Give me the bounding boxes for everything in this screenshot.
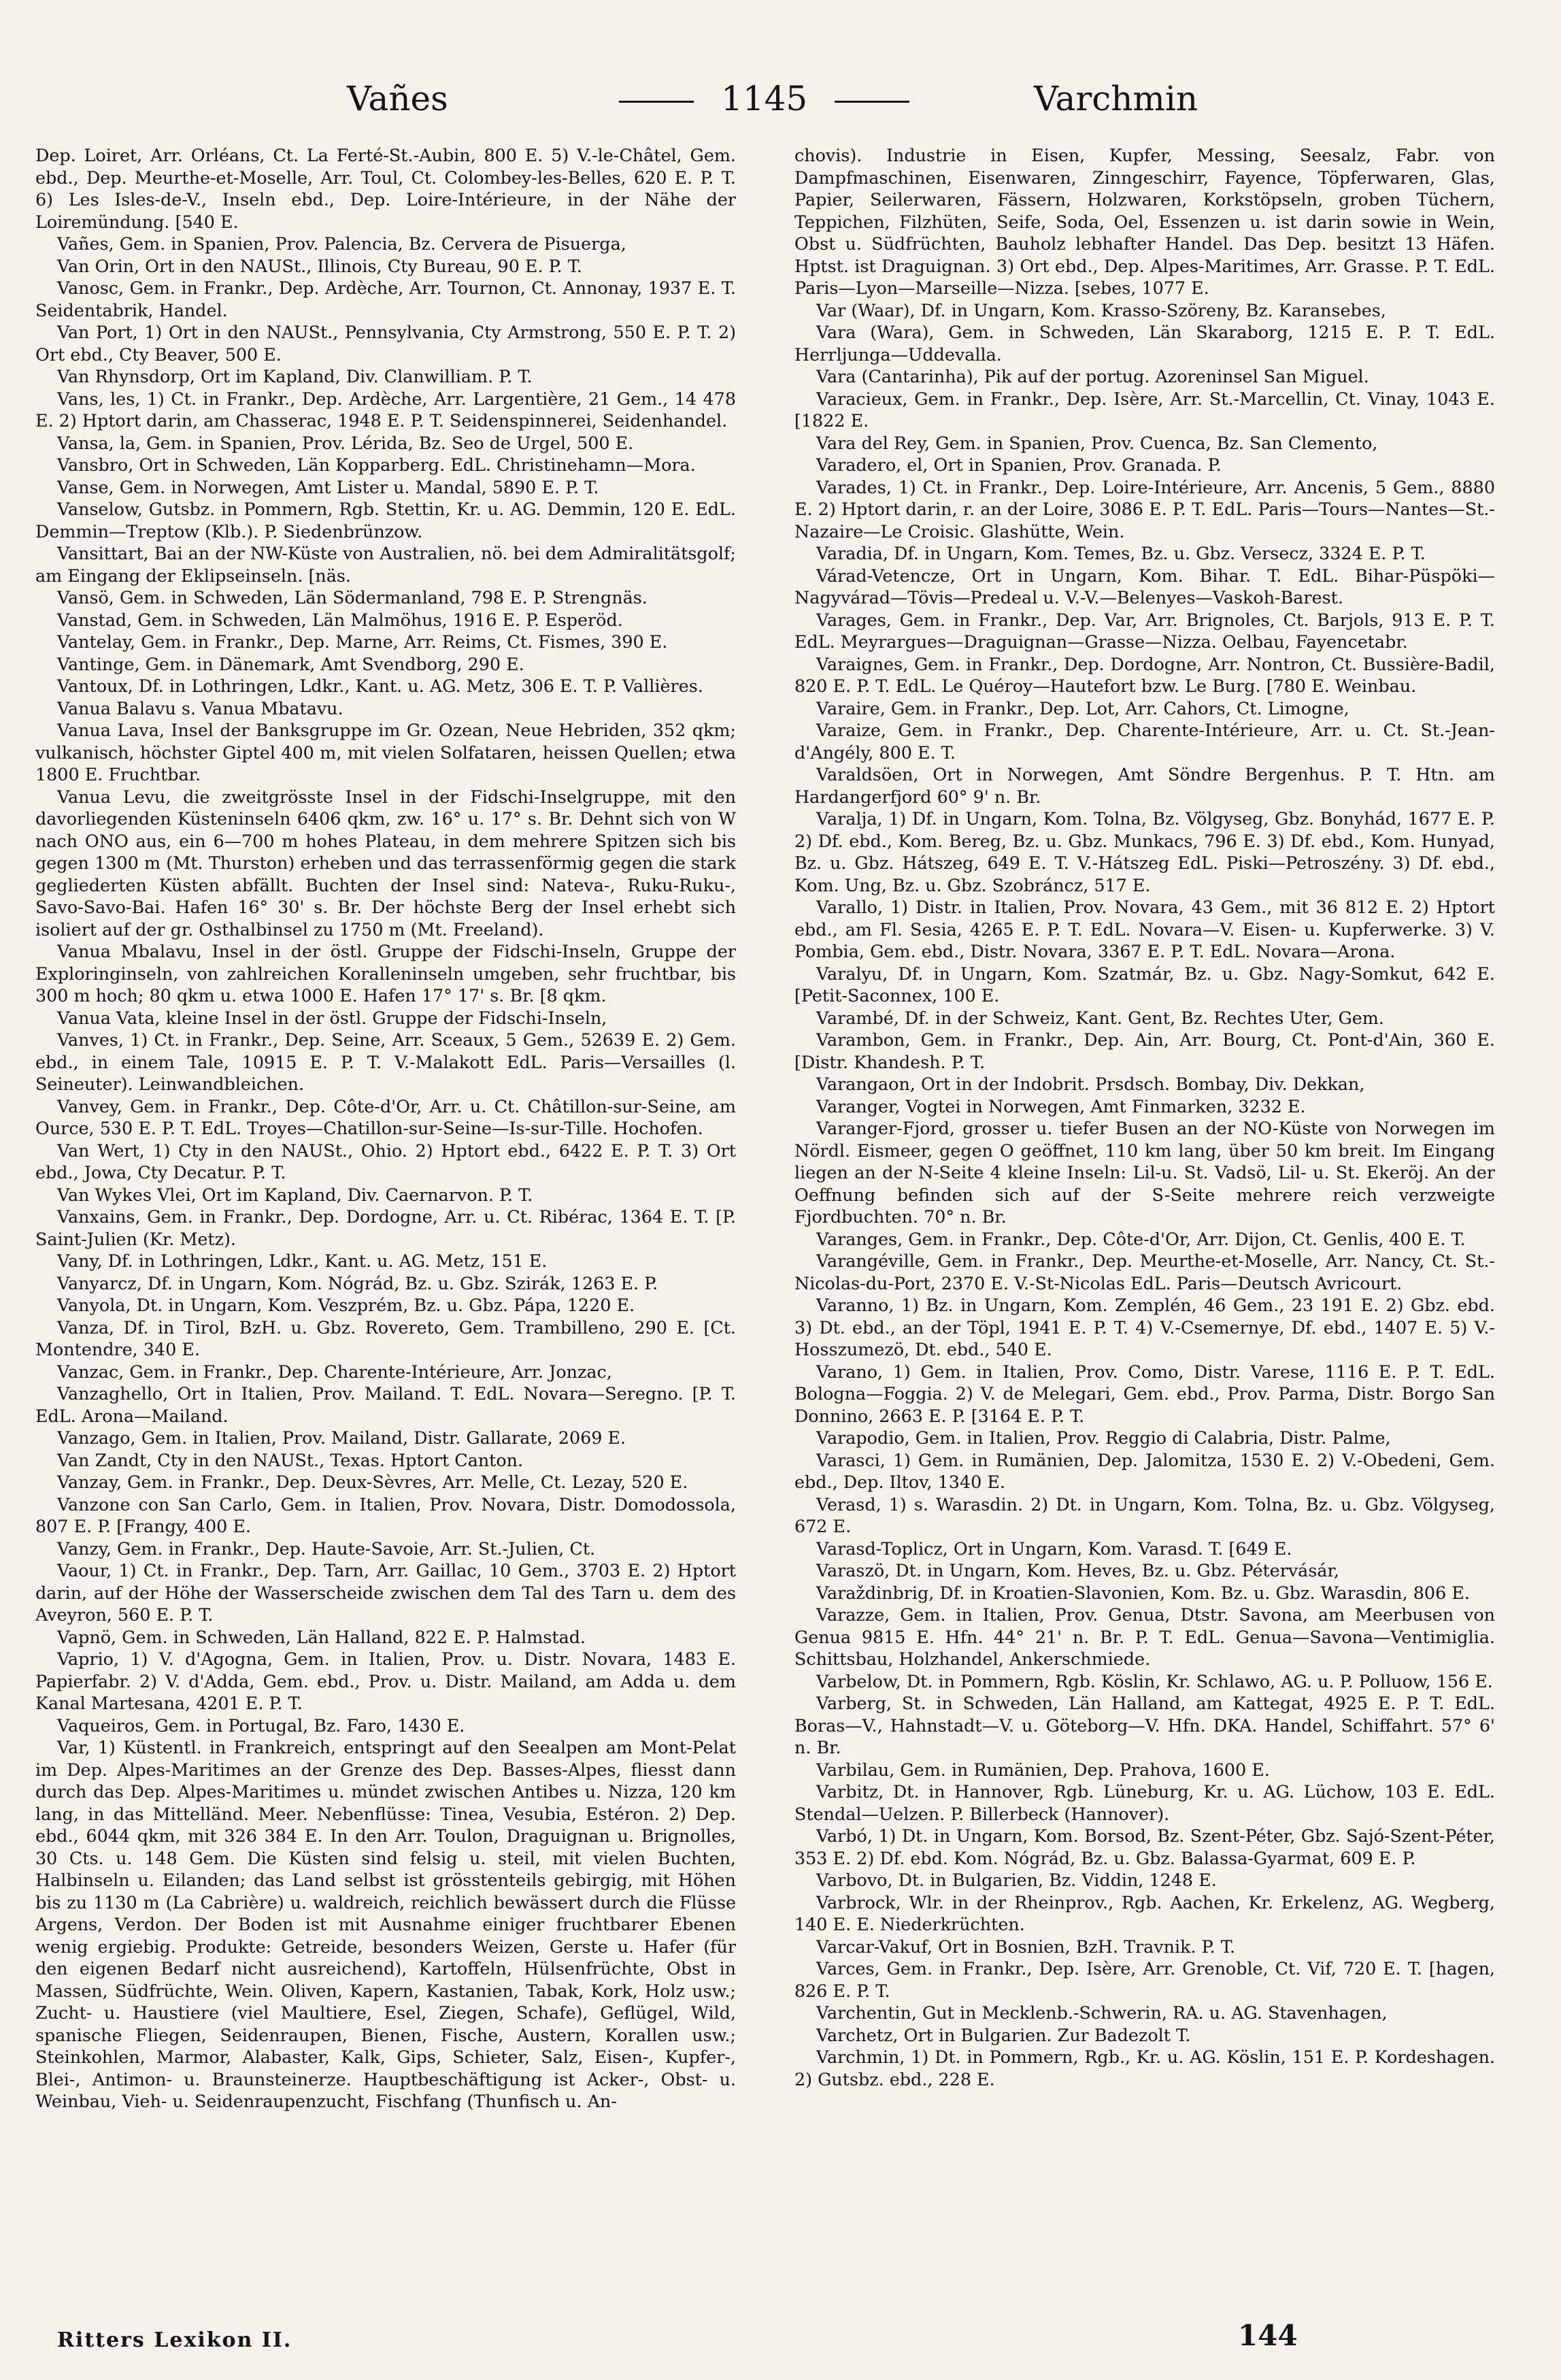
left-column [35, 144, 736, 2308]
dictionary-entry: Vanyarcz, Df. in Ungarn, Kom. Nógrád, Bz. u. Gbz. Szirák, 1263 E. P. [57, 1272, 658, 1293]
dictionary-entry: Varces, Gem. in Frankr., Dep. Isère, Arr. Grenoble, Ct. Vif, 720 E. T. [hagen, 826 E. P. T. [794, 1958, 1495, 2001]
dictionary-entry: Varchmin, 1) Dt. in Pommern, Rgb., Kr. u. AG. Köslin, 151 E. P. Kordeshagen. 2) Gutsbz. ebd., 228 E. [794, 2047, 1495, 2089]
dictionary-entry: Varacieux, Gem. in Frankr., Dep. Isère, Arr. St.-Marcellin, Ct. Vinay, 1043 E. [1822 E. [794, 388, 1495, 431]
dictionary-entry: Vaour, 1) Ct. in Frankr., Dep. Tarn, Arr. Gaillac, 10 Gem., 3703 E. 2) Hptort darin, auf der Höhe der Wasserscheide zwischen dem Tal des Tarn u. dem des Aveyron, 560 E. P. T. [35, 1560, 736, 1625]
dictionary-entry: Verasd, 1) s. Warasdin. 2) Dt. in Ungarn, Kom. Tolna, Bz. u. Gbz. Völgyseg, 672 E. [794, 1493, 1495, 1536]
dictionary-entry: Vanua Vata, kleine Insel in der östl. Gruppe der Fidschi-Inseln, [57, 1007, 607, 1028]
dictionary-entry: Varberg, St. in Schweden, Län Halland, am Kattegat, 4925 E. P. T. EdL. Boras—V., Hahnstadt—V. u. Göteborg—V. Hfn. DKA. Handel, Schiffahrt. 57° 6' n. Br. [794, 1693, 1495, 1757]
dictionary-entry: Vara (Cantarinha), Pik auf der portug. Azoreninsel San Miguel. [816, 366, 1369, 386]
dictionary-entry: Vans, les, 1) Ct. in Frankr., Dep. Ardèche, Arr. Largentière, 21 Gem., 14 478 E. 2) Hptort darin, am Chasserac, 1948 E. P. T. Seidenspinnerei, Seidenhandel. [35, 388, 736, 431]
dictionary-entry: Vanselow, Gutsbz. in Pommern, Rgb. Stettin, Kr. u. AG. Demmin, 120 E. EdL. Demmin—Treptow (Klb.). P. Siedenbrünzow. [35, 499, 736, 542]
dictionary-entry: Vara (Wara), Gem. in Schweden, Län Skaraborg, 1215 E. P. T. EdL. Herrljunga—Uddevalla. [794, 322, 1495, 365]
dictionary-entry: Vanua Lava, Insel der Banksgruppe im Gr. Ozean, Neue Hebriden, 352 qkm; vulkanisch, höchster Giptel 400 m, mit vielen Solfataren, heissen Quellen; etwa 1800 E. Fruchtbar. [35, 720, 736, 784]
dictionary-entry: Vanua Mbalavu, Insel in der östl. Gruppe der Fidschi-Inseln, Gruppe der Exploringinseln, von zahlreichen Koralleninseln umgeben, sehr fruchtbar, bis 300 m hoch; 80 qkm u. etwa 1000 E. Hafen 17° 17' s. Br. [8 qkm. [35, 941, 736, 1006]
dictionary-entry: Vanzac, Gem. in Frankr., Dep. Charente-Intérieure, Arr. Jonzac, [57, 1361, 612, 1382]
dictionary-entry: Vanzaghello, Ort in Italien, Prov. Mailand. T. EdL. Novara—Seregno. [P. T. EdL. Arona—Mailand. [35, 1383, 736, 1426]
dictionary-entry: Varaignes, Gem. in Frankr., Dep. Dordogne, Arr. Nontron, Ct. Bussière-Badil, 820 E. P. T. EdL. Le Quéroy—Hautefort bzw. Le Burg. [780 E. Weinbau. [794, 653, 1495, 696]
dictionary-entry: Varalyu, Df. in Ungarn, Kom. Szatmár, Bz. u. Gbz. Nagy-Somkut, 642 E. [Petit-Saconnex, 100 E. [794, 963, 1495, 1006]
dictionary-entry: Varanno, 1) Bz. in Ungarn, Kom. Zemplén, 46 Gem., 23 191 E. 2) Gbz. ebd. 3) Dt. ebd., an der Töpl, 1941 E. P. T. 4) V.-Csemernye, Df. ebd., 1407 E. 5) V.-Hosszumezö, Dt. ebd., 540 E. [794, 1295, 1495, 1359]
dictionary-entry: Vanzay, Gem. in Frankr., Dep. Deux-Sèvres, Arr. Melle, Ct. Lezay, 520 E. [57, 1472, 688, 1492]
dictionary-entry: Van Wykes Vlei, Ort im Kapland, Div. Caernarvon. P. T. [57, 1184, 533, 1205]
dictionary-entry: Vanua Levu, die zweitgrösste Insel in der Fidschi-Inselgruppe, mit den davorliegenden Küsteninseln 6406 qkm, zw. 16° u. 17° s. Br. Dehnt sich von W nach ONO aus, ein 6—700 m hohes Plateau, in dem mehrere Spitzen sich bis gegen 1300 m (Mt. Thurston) erheben und das terrassenförmig gegen die stark gegliederten Küsten abfällt. Buchten der Insel sind: Nateva-, Ruku-Ruku-, Savo-Savo-Bai. Hafen 16° 30' s. Br. Der höchste Berg der Insel erhebt sich isoliert auf der gr. Osthalbinsel zu 1750 m (Mt. Freeland). [35, 786, 736, 940]
dictionary-entry: Van Zandt, Cty in den NAUSt., Texas. Hptort Canton. [57, 1449, 524, 1470]
dictionary-entry: Van Wert, 1) Cty in den NAUSt., Ohio. 2) Hptort ebd., 6422 E. P. T. 3) Ort ebd., Jowa, Cty Decatur. P. T. [35, 1140, 736, 1183]
dictionary-entry: Varanges, Gem. in Frankr., Dep. Côte-d'Or, Arr. Dijon, Ct. Genlis, 400 E. T. [816, 1228, 1466, 1249]
dictionary-entry: Varazze, Gem. in Italien, Prov. Genua, Dtstr. Savona, am Meerbusen von Genua 9815 E. Hfn. 44° 21' n. Br. P. T. EdL. Genua—Savona—Ventimiglia. Schittsbau, Holzhandel, Ankerschmiede. [794, 1604, 1495, 1669]
dictionary-entry: Vansbro, Ort in Schweden, Län Kopparberg. EdL. Christinehamn—Mora. [57, 454, 696, 475]
dictionary-entry: Vaprio, 1) V. d'Agogna, Gem. in Italien, Prov. u. Distr. Novara, 1483 E. Papierfabr. 2) V. d'Adda, Gem. ebd., Prov. u. Distr. Mailand, am Adda u. dem Kanal Martesana, 4201 E. P. T. [35, 1649, 736, 1713]
dictionary-entry: Varcar-Vakuf, Ort in Bosnien, BzH. Travnik. P. T. [816, 1936, 1235, 1957]
dictionary-entry: Varaize, Gem. in Frankr., Dep. Charente-Intérieure, Arr. u. Ct. St.-Jean-d'Angély, 800 E. T. [794, 720, 1495, 763]
dictionary-entry: Varbó, 1) Dt. in Ungarn, Kom. Borsod, Bz. Szent-Péter, Gbz. Sajó-Szent-Péter, 353 E. 2) Df. ebd. Kom. Nógrád, Bz. u. Gbz. Balassa-Gyarmat, 609 E. P. [794, 1825, 1495, 1868]
dictionary-entry: Vanua Balavu s. Vanua Mbatavu. [57, 697, 343, 718]
dictionary-entry: Vanxains, Gem. in Frankr., Dep. Dordogne, Arr. u. Ct. Ribérac, 1364 E. T. [P. Saint-Julien (Kr. Metz). [35, 1206, 736, 1249]
dictionary-entry: Vanvey, Gem. in Frankr., Dep. Côte-d'Or, Arr. u. Ct. Châtillon-sur-Seine, am Ource, 530 E. P. T. EdL. Troyes—Chatillon-sur-Seine—Is-sur-Tille. Hochofen. [35, 1095, 736, 1138]
dictionary-entry: Vapnö, Gem. in Schweden, Län Halland, 822 E. P. Halmstad. [57, 1626, 586, 1647]
dictionary-entry: Varanger-Fjord, grosser u. tiefer Busen an der NO-Küste von Norwegen im Nördl. Eismeer, gegen O geöffnet, 110 km lang, über 50 km breit. Im Eingang liegen an der N-Seite 4 kleine Inseln: Lil-u. St. Vadsö, Lil- u. St. Ekeröj. An der Oeffnung befinden sich auf der S-Seite mehrere reich verzweigte Fjordbuchten. 70° n. Br. [794, 1118, 1495, 1227]
dictionary-entry: Vantoux, Df. in Lothringen, Ldkr., Kant. u. AG. Metz, 306 E. T. P. Vallières. [57, 676, 703, 696]
dictionary-entry: Vantinge, Gem. in Dänemark, Amt Svendborg, 290 E. [57, 653, 524, 674]
dictionary-entry: Vanzy, Gem. in Frankr., Dep. Haute-Savoie, Arr. St.-Julien, Ct. [57, 1538, 596, 1559]
dictionary-entry: Vansittart, Bai an der NW-Küste von Australien, nö. bei dem Admiralitätsgolf; am Eingang der Eklipseinseln. [näs. [35, 543, 736, 586]
dictionary-entry: Várad-Vetencze, Ort in Ungarn, Kom. Bihar. T. EdL. Bihar-Püspöki—Nagyvárad—Tövis—Predeal u. V.-V.—Belenyes—Vaskoh-Barest. [794, 565, 1495, 608]
signature-mark: 144 [1238, 2319, 1298, 2352]
dictionary-entry: Varchetz, Ort in Bulgarien. Zur Badezolt T. [816, 2024, 1191, 2045]
dictionary-entry: Vañes, Gem. in Spanien, Prov. Palencia, Bz. Cervera de Pisuerga, [57, 233, 626, 254]
footer-publisher: Ritters Lexikon II. [57, 2328, 292, 2352]
dictionary-entry: Vanzago, Gem. in Italien, Prov. Mailand, Distr. Gallarate, 2069 E. [57, 1427, 626, 1448]
dictionary-entry: Vansö, Gem. in Schweden, Län Södermanland, 798 E. P. Strengnäs. [57, 587, 648, 608]
dictionary-entry: Van Port, 1) Ort in den NAUSt., Pennsylvania, Cty Armstrong, 550 E. P. T. 2) Ort ebd., Cty Beaver, 500 E. [35, 322, 736, 365]
dictionary-entry: Vanzone con San Carlo, Gem. in Italien, Prov. Novara, Distr. Domodossola, 807 E. P. [Frangy, 400 E. [35, 1493, 736, 1536]
dictionary-entry: Varalja, 1) Df. in Ungarn, Kom. Tolna, Bz. Völgyseg, Gbz. Bonyhád, 1677 E. P. 2) Df. ebd., Kom. Bereg, Bz. u. Gbz. Munkacs, 796 E. 3) Df. ebd., Kom. Hunyad, Bz. u. Gbz. Hátszeg, 649 E. T. V.-Hátszeg EdL. Piski—Petroszény. 3) Df. ebd., Kom. Ung, Bz. u. Gbz. Szobráncz, 517 E. [794, 808, 1495, 895]
dictionary-entry: Varapodio, Gem. in Italien, Prov. Reggio di Calabria, Distr. Palme, [816, 1427, 1391, 1448]
page-number: 1145 [721, 68, 807, 129]
dictionary-entry: Varchentin, Gut in Mecklenb.-Schwerin, RA. u. AG. Stavenhagen, [816, 2002, 1388, 2023]
dictionary-entry: Varasci, 1) Gem. in Rumänien, Dep. Jalomitza, 1530 E. 2) V.-Obedeni, Gem. ebd., Dep. Iltov, 1340 E. [794, 1449, 1495, 1492]
dictionary-entry: Varaire, Gem. in Frankr., Dep. Lot, Arr. Cahors, Ct. Limogne, [816, 697, 1349, 718]
dictionary-entry: Varangaon, Ort in der Indobrit. Prsdsch. Bombay, Div. Dekkan, [816, 1074, 1365, 1094]
dictionary-entry: Vaqueiros, Gem. in Portugal, Bz. Faro, 1430 E. [57, 1715, 465, 1736]
right-column [794, 144, 1495, 2308]
dictionary-entry: Varbitz, Dt. in Hannover, Rgb. Lüneburg, Kr. u. AG. Lüchow, 103 E. EdL. Stendal—Uelzen. P. Billerbeck (Hannover). [794, 1781, 1495, 1824]
dictionary-entry: Var (Waar), Df. in Ungarn, Kom. Krasso-Szöreny, Bz. Karansebes, [816, 299, 1386, 320]
dictionary-entry: Varaždinbrig, Df. in Kroatien-Slavonien, Kom. Bz. u. Gbz. Warasdin, 806 E. [816, 1582, 1470, 1603]
running-head [320, 68, 1272, 129]
dictionary-entry: Vantelay, Gem. in Frankr., Dep. Marne, Arr. Reims, Ct. Fismes, 390 E. [57, 631, 668, 652]
dictionary-entry: Varallo, 1) Distr. in Italien, Prov. Novara, 43 Gem., mit 36 812 E. 2) Hptort ebd., am Fl. Sesia, 4265 E. P. T. EdL. Novara—V. Eisen- u. Kupferwerke. 3) V. Pombia, Gem. ebd., Distr. Novara, 3367 E. P. T. EdL. Novara—Arona. [794, 897, 1495, 961]
dictionary-entry: Varano, 1) Gem. in Italien, Prov. Como, Distr. Varese, 1116 E. P. T. EdL. Bologna—Foggia. 2) V. de Melegari, Gem. ebd., Prov. Parma, Distr. Borgo San Donnino, 2663 E. P. [3164 E. P. T. [794, 1361, 1495, 1426]
dictionary-entry: Varambon, Gem. in Frankr., Dep. Ain, Arr. Bourg, Ct. Pont-d'Ain, 360 E. [Distr. Khandesh. P. T. [794, 1029, 1495, 1072]
dictionary-entry: Varadero, el, Ort in Spanien, Prov. Granada. P. [816, 454, 1222, 475]
dictionary-entry: Vara del Rey, Gem. in Spanien, Prov. Cuenca, Bz. San Clemento, [816, 432, 1378, 453]
dictionary-entry: Varaszö, Dt. in Ungarn, Kom. Heves, Bz. u. Gbz. Pétervásár, [816, 1560, 1339, 1581]
dictionary-entry: Vanosc, Gem. in Frankr., Dep. Ardèche, Arr. Tournon, Ct. Annonay, 1937 E. T. Seidentabrik, Handel. [35, 278, 736, 320]
dictionary-entry: Vany, Df. in Lothringen, Ldkr., Kant. u. AG. Metz, 151 E. [57, 1251, 548, 1271]
dictionary-entry: Varangéville, Gem. in Frankr., Dep. Meurthe-et-Moselle, Arr. Nancy, Ct. St.-Nicolas-du-Port, 2370 E. V.-St-Nicolas EdL. Paris—Deutsch Avricourt. [794, 1251, 1495, 1293]
first-headword: Vañes [347, 79, 448, 118]
dictionary-entry: Varades, 1) Ct. in Frankr., Dep. Loire-Intérieure, Arr. Ancenis, 5 Gem., 8880 E. 2) Hptort darin, r. an der Loire, 3086 E. P. T. EdL. Paris—Tours—Nantes—St.-Nazaire—Le Croisic. Glashütte, Wein. [794, 476, 1495, 542]
dictionary-entry: Varadia, Df. in Ungarn, Kom. Temes, Bz. u. Gbz. Versecz, 3324 E. P. T. [816, 543, 1426, 563]
dictionary-entry: Dep. Loiret, Arr. Orléans, Ct. La Ferté-St.-Aubin, 800 E. 5) V.-le-Châtel, Gem. ebd., Dep. Meurthe-et-Moselle, Arr. Toul, Ct. Colombey-les-Belles, 620 E. P. T. 6) Les Isles-de-V., Inseln ebd., Dep. Loire-Intérieure, in der Nähe der Loiremündung. [540 E. [35, 145, 736, 232]
dictionary-entry: Vanse, Gem. in Norwegen, Amt Lister u. Mandal, 5890 E. P. T. [57, 476, 599, 497]
dictionary-entry: Varbrock, Wlr. in der Rheinprov., Rgb. Aachen, Kr. Erkelenz, AG. Wegberg, 140 E. E. Niederkrüchten. [794, 1891, 1495, 1934]
dictionary-entry: Vansa, la, Gem. in Spanien, Prov. Lérida, Bz. Seo de Urgel, 500 E. [57, 432, 634, 453]
dictionary-entry: Varbilau, Gem. in Rumänien, Dep. Prahova, 1600 E. [816, 1759, 1270, 1780]
dictionary-entry: Van Orin, Ort in den NAUSt., Illinois, Cty Bureau, 90 E. P. T. [57, 255, 582, 276]
dictionary-entry: Varanger, Vogtei in Norwegen, Amt Finmarken, 3232 E. [816, 1095, 1306, 1117]
dictionary-entry: chovis). Industrie in Eisen, Kupfer, Messing, Seesalz, Fabr. von Dampfmaschinen, Eisenwaren, Zinngeschirr, Fayence, Töpferwaren, Glas, Papier, Seilerwaren, Fässern, Holzwaren, Korkstöpseln, groben Tüchern, Teppichen, Filzhüten, Seife, Soda, Oel, Essenzen u. ist darin sowie in Wein, Obst u. Südfrüchten, Bauholz lebhafter Handel. Das Dep. besitzt 13 Häfen. Hptst. ist Draguignan. 3) Ort ebd., Dep. Alpes-Maritimes, Arr. Grasse. P. T. EdL. Paris—Lyon—Marseille—Nizza. [sebes, 1077 E. [794, 145, 1495, 298]
dictionary-entry: Vanves, 1) Ct. in Frankr., Dep. Seine, Arr. Sceaux, 5 Gem., 52639 E. 2) Gem. ebd., in einem Tale, 10915 E. P. T. V.-Malakott EdL. Paris—Versailles (l. Seineuter). Leinwandbleichen. [35, 1029, 736, 1094]
dictionary-entry: Varages, Gem. in Frankr., Dep. Var, Arr. Brignoles, Ct. Barjols, 913 E. P. T. EdL. Meyrargues—Draguignan—Grasse—Nizza. Oelbau, Fayencetabr. [794, 609, 1495, 652]
dictionary-entry: Varambé, Df. in der Schweiz, Kant. Gent, Bz. Rechtes Uter, Gem. [816, 1007, 1384, 1028]
dictionary-entry: Vanstad, Gem. in Schweden, Län Malmöhus, 1916 E. P. Esperöd. [57, 609, 623, 630]
dictionary-entry: Varbovo, Dt. in Bulgarien, Bz. Viddin, 1248 E. [816, 1870, 1217, 1890]
dictionary-entry: Van Rhynsdorp, Ort im Kapland, Div. Clanwilliam. P. T. [57, 366, 533, 386]
dictionary-entry: Vanyola, Dt. in Ungarn, Kom. Veszprém, Bz. u. Gbz. Pápa, 1220 E. [57, 1295, 635, 1315]
dictionary-entry: Varasd-Toplicz, Ort in Ungarn, Kom. Varasd. T. [649 E. [816, 1538, 1292, 1559]
dictionary-entry: Vanza, Df. in Tirol, BzH. u. Gbz. Rovereto, Gem. Trambilleno, 290 E. [Ct. Montendre, 340 E. [35, 1317, 736, 1359]
dictionary-entry: Varaldsöen, Ort in Norwegen, Amt Söndre Bergenhus. P. T. Htn. am Hardangerfjord 60° 9' n. Br. [794, 764, 1495, 807]
last-headword: Varchmin [1034, 79, 1198, 118]
dictionary-entry: Var, 1) Küstentl. in Frankreich, entspringt auf den Seealpen am Mont-Pelat im Dep. Alpes-Maritimes an der Grenze des Dep. Basses-Alpes, fliesst dann durch das Dep. Alpes-Maritimes u. mündet zwischen Antibes u. Nizza, 120 km lang, in das Mittelländ. Meer. Nebenflüsse: Tinea, Vesubia, Estéron. 2) Dep. ebd., 6044 qkm, mit 326 384 E. In den Arr. Toulon, Draguignan u. Brignolles, 30 Cts. u. 148 Gem. Die Küsten sind felsig u. steil, mit vielen Buchten, Halbinseln u. Eilanden; das Land selbst ist grösstenteils gebirgig, mit Höhen bis zu 1130 m (La Cabrière) u. waldreich, reichlich bewässert durch die Flüsse Argens, Verdon. Der Boden ist mit Ausnahme einiger fruchtbarer Ebenen wenig ergiebig. Produkte: Getreide, besonders Weizen, Gerste u. Hafer (für den eigenen Bedarf nicht ausreichend), Kartoffeln, Hülsenfrüchte, Obst in Massen, Südfrüchte, Wein. Oliven, Kapern, Kastanien, Tabak, Kork, Holz usw.; Zucht- u. Haustiere (viel Maultiere, Esel, Ziegen, Schafe), Geflügel, Wild, spanische Fliegen, Seidenraupen, Bienen, Fische, Austern, Korallen usw.; Steinkohlen, Marmor, Alabaster, Kalk, Gips, Schieter, Salz, Eisen-, Kupfer-, Blei-, Antimon- u. Braunsteinerze. Hauptbeschäftigung ist Acker-, Obst- u. Weinbau, Vieh- u. Seidenraupenzucht, Fischfang (Thunfisch u. An- [35, 1737, 736, 2111]
dictionary-entry: Varbelow, Dt. in Pommern, Rgb. Köslin, Kr. Schlawo, AG. u. P. Polluow, 156 E. [816, 1670, 1493, 1691]
